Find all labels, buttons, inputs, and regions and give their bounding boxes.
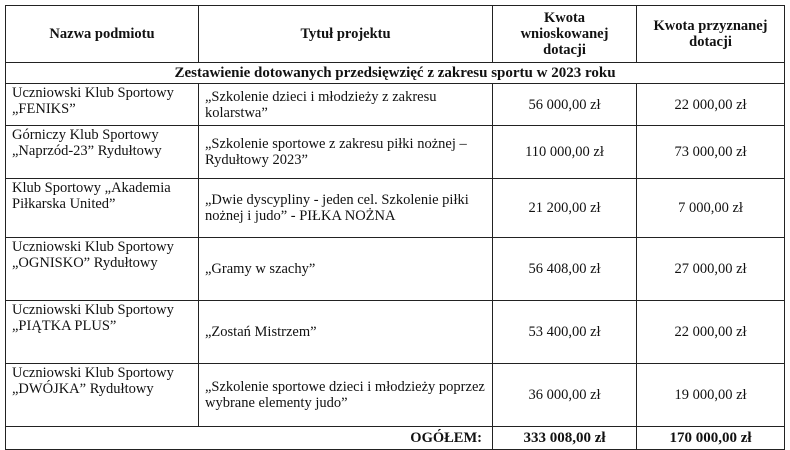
entity-name: Uczniowski Klub Sportowy „DWÓJKA” Rydułtowy	[6, 364, 199, 427]
entity-name: Uczniowski Klub Sportowy „PIĄTKA PLUS”	[6, 301, 199, 364]
table-row	[6, 238, 785, 301]
title-row	[6, 63, 785, 84]
column-header-requested: Kwota wnioskowanej dotacji	[493, 6, 637, 63]
granted-amount: 7 000,00 zł	[637, 179, 785, 238]
granted-amount: 22 000,00 zł	[637, 301, 785, 364]
project-title: „Szkolenie dzieci i młodzieży z zakresu kolarstwa”	[199, 84, 493, 126]
requested-amount: 110 000,00 zł	[493, 126, 637, 179]
project-title: „Szkolenie sportowe z zakresu piłki nożnej – Rydułtowy 2023”	[199, 126, 493, 179]
project-title: „Gramy w szachy”	[199, 238, 493, 301]
requested-amount: 56 408,00 zł	[493, 238, 637, 301]
requested-amount: 36 000,00 zł	[493, 364, 637, 427]
granted-amount: 19 000,00 zł	[637, 364, 785, 427]
project-title: „Szkolenie sportowe dzieci i młodzieży poprzez wybrane elementy judo”	[199, 364, 493, 427]
table-row	[6, 179, 785, 238]
total-row	[6, 427, 785, 450]
entity-name: Uczniowski Klub Sportowy „FENIKS”	[6, 84, 199, 126]
total-label: OGÓŁEM:	[6, 427, 493, 450]
requested-amount: 53 400,00 zł	[493, 301, 637, 364]
requested-amount: 56 000,00 zł	[493, 84, 637, 126]
entity-name: Uczniowski Klub Sportowy „OGNISKO” Rydułtowy	[6, 238, 199, 301]
header-row	[6, 6, 785, 63]
table-row	[6, 84, 785, 126]
requested-amount: 21 200,00 zł	[493, 179, 637, 238]
column-header-project: Tytuł projektu	[199, 6, 493, 63]
column-header-granted: Kwota przyznanej dotacji	[637, 6, 785, 63]
entity-name: Górniczy Klub Sportowy „Naprzód-23” Rydułtowy	[6, 126, 199, 179]
entity-name: Klub Sportowy „Akademia Piłkarska United”	[6, 179, 199, 238]
table-row	[6, 126, 785, 179]
granted-amount: 22 000,00 zł	[637, 84, 785, 126]
total-requested: 333 008,00 zł	[493, 427, 637, 450]
table-title: Zestawienie dotowanych przedsięwzięć z zakresu sportu w 2023 roku	[6, 63, 785, 84]
total-granted: 170 000,00 zł	[637, 427, 785, 450]
column-header-name: Nazwa podmiotu	[6, 6, 199, 63]
table-row	[6, 301, 785, 364]
granted-amount: 73 000,00 zł	[637, 126, 785, 179]
grants-table	[5, 5, 785, 450]
project-title: „Zostań Mistrzem”	[199, 301, 493, 364]
granted-amount: 27 000,00 zł	[637, 238, 785, 301]
project-title: „Dwie dyscypliny - jeden cel. Szkolenie piłki nożnej i judo” - PIŁKA NOŻNA	[199, 179, 493, 238]
table-row	[6, 364, 785, 427]
